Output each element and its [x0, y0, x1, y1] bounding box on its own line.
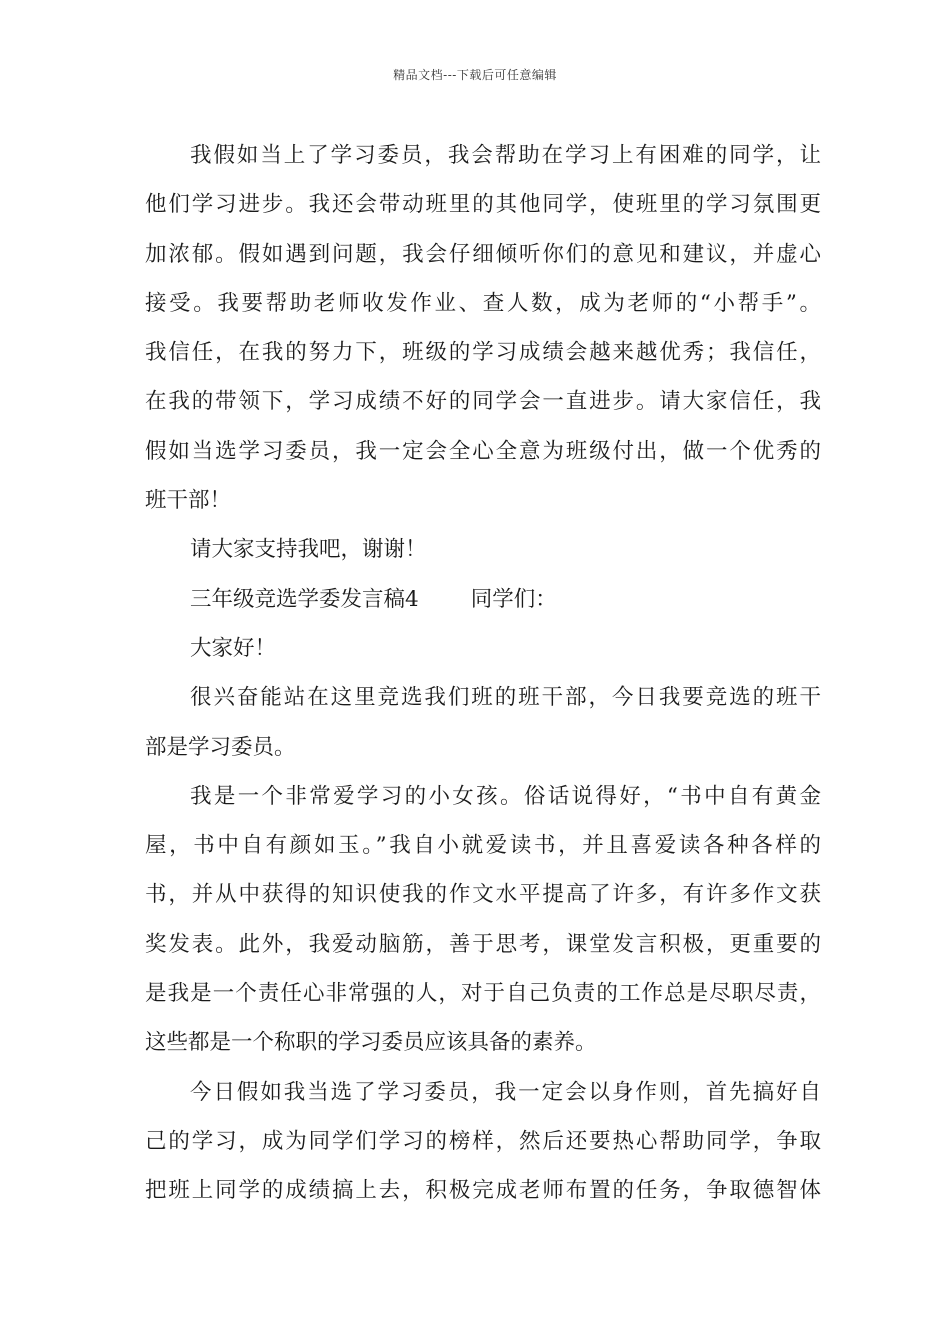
text-line: 请大家支持我吧，谢谢！	[190, 537, 427, 563]
section-title: 三年级竞选学委发言稿4	[190, 586, 419, 612]
text-line: 班干部！	[145, 488, 232, 514]
text-line: 假如当选学习委员，我一定会全心全意为班级付出，做一个优秀的	[145, 438, 821, 464]
text-line: 奖发表。此外，我爱动脑筋，善于思考，课堂发言积极，更重要的	[145, 931, 821, 957]
text-line: 这些都是一个称职的学习委员应该具备的素养。	[145, 1030, 597, 1056]
text-line: 己的学习，成为同学们学习的榜样，然后还要热心帮助同学，争取	[145, 1128, 821, 1154]
text-line: 大家好！	[190, 635, 277, 661]
page-header: 精品文档---下载后可任意编辑	[393, 68, 557, 82]
text-line: 我假如当上了学习委员，我会帮助在学习上有困难的同学，让	[190, 143, 821, 168]
text-line: 屋，书中自有颜如玉。”我自小就爱读书，并且喜爱读各种各样的	[145, 833, 821, 859]
text-line: 我是一个非常爱学习的小女孩。俗话说得好，“书中自有黄金	[190, 783, 821, 809]
text-line: 他们学习进步。我还会带动班里的其他同学，使班里的学习氛围更	[145, 192, 821, 218]
text-line: 把班上同学的成绩搞上去，积极完成老师布置的任务，争取德智体	[145, 1178, 821, 1204]
text-line: 是我是一个责任心非常强的人，对于自己负责的工作总是尽职尽责，	[145, 981, 821, 1007]
text-line: 在我的带领下，学习成绩不好的同学会一直进步。请大家信任，我	[145, 389, 821, 415]
text-line: 接受。我要帮助老师收发作业、查人数，成为老师的“小帮手”。	[145, 290, 821, 316]
text-line: 我信任，在我的努力下，班级的学习成绩会越来越优秀；我信任，	[145, 340, 821, 366]
document-body	[145, 131, 821, 1216]
text-line: 加浓郁。假如遇到问题，我会仔细倾听你们的意见和建议，并虚心	[145, 241, 821, 267]
text-line: 部是学习委员。	[145, 734, 296, 760]
salutation: 同学们：	[470, 586, 557, 612]
section-heading-line	[145, 575, 821, 624]
text-line: 书，并从中获得的知识使我的作文水平提高了许多，有许多作文获	[145, 882, 821, 908]
text-line: 今日假如我当选了学习委员，我一定会以身作则，首先搞好自	[190, 1079, 821, 1105]
text-line: 很兴奋能站在这里竞选我们班的班干部，今日我要竞选的班干	[190, 685, 821, 711]
